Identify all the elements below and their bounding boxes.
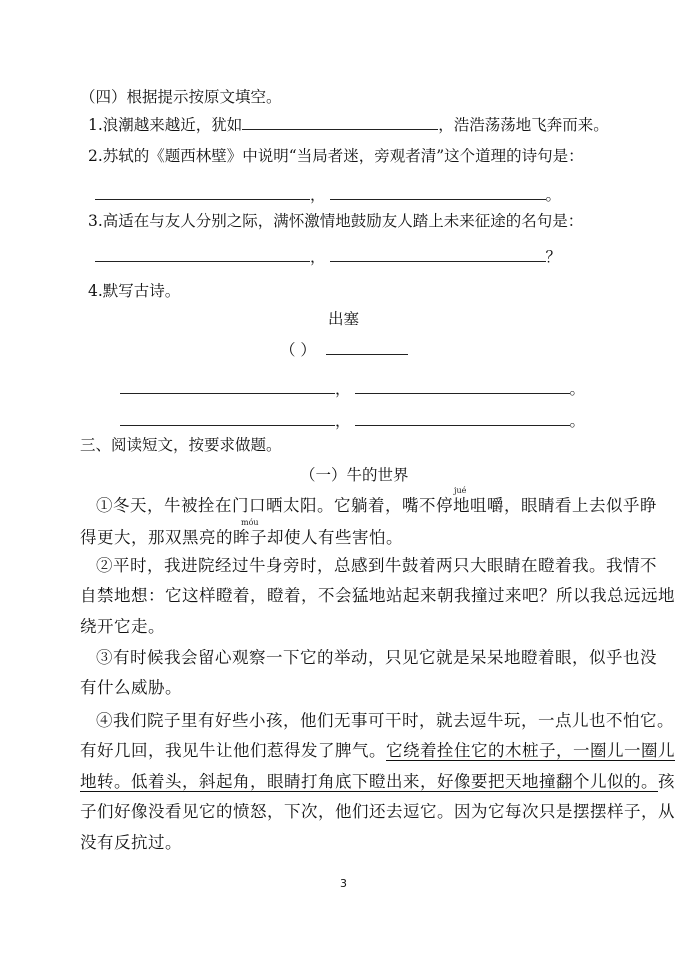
paragraph-4-line-1: ④我们院子里有好些小孩，他们无事可干时，就去逗牛玩，一点儿也不怕它。 [96, 711, 674, 730]
poem-line1-blank-2[interactable] [355, 378, 570, 394]
q2-period: 。 [545, 186, 562, 204]
poem-line1-comma: ， [335, 380, 351, 398]
q2-blank-1[interactable] [95, 184, 310, 200]
question-4: 4.默写古诗。 [88, 282, 181, 300]
poem-author-blank[interactable] [326, 339, 408, 355]
q1-blank[interactable] [242, 114, 438, 130]
q2-blank-2[interactable] [330, 184, 546, 200]
poem-line-2 [120, 410, 585, 431]
poem-line-1 [120, 378, 585, 399]
ruby-pinyin-jue: jué [454, 486, 467, 495]
poem-line2-blank-1[interactable] [120, 410, 335, 426]
q3-comma: ， [310, 248, 326, 266]
q1-prefix: 1.浪潮越来越近，犹如 [88, 116, 243, 134]
passage-title: （一）牛的世界 [300, 466, 409, 484]
poem-author-line [280, 339, 408, 360]
q1-suffix: ，浩浩荡荡地飞奔而来。 [438, 116, 609, 134]
p4-line2-plain: 有好几回，我见牛让他们惹得发了脾气。 [80, 741, 386, 760]
paragraph-3-line-1: ③有时候我会留心观察一下它的举动，只见它就是呆呆地瞪着眼，似乎也没 [96, 648, 657, 667]
poem-title: 出塞 [328, 310, 360, 328]
paragraph-2-line-1: ②平时，我进院经过牛身旁时，总感到牛鼓着两只大眼睛在瞪着我。我情不 [96, 556, 657, 575]
q2-comma: ， [310, 186, 326, 204]
paragraph-2-line-2: 自禁地想：它这样瞪着，瞪着，不会猛地站起来朝我撞过来吧？所以我总远远地 [80, 586, 675, 605]
poem-line2-blank-2[interactable] [355, 410, 570, 426]
q3-blank-2[interactable] [330, 246, 546, 262]
q2-answer-line [95, 184, 561, 205]
question-3: 3.高适在与友人分别之际，满怀激情地鼓励友人踏上未来征途的名句是： [88, 212, 584, 230]
question-2: 2.苏轼的《题西林壁》中说明“当局者迷，旁观者清”这个道理的诗句是： [88, 147, 584, 165]
p4-line3-plain: 孩 [658, 772, 675, 791]
paragraph-4-line-2 [80, 741, 675, 761]
page-number: 3 [340, 877, 347, 890]
p4-underlined-sentence-part-1: 它绕着拴住它的木桩子，一圈儿一圈儿 [386, 741, 675, 760]
section3-heading: 三、阅读短文，按要求做题。 [80, 436, 282, 454]
paragraph-4-line-4: 子们好像没看见它的愤怒，下次，他们还去逗它。因为它每次只是摆摆样子，从 [80, 802, 675, 821]
poem-line2-comma: ， [335, 412, 351, 430]
q3-question-mark: ？ [545, 248, 562, 266]
ruby-pinyin-mou: móu [241, 518, 259, 527]
p4-underlined-sentence-part-2: 地转。低着头，斜起角，眼睛打角底下瞪出来，好像要把天地撞翻个儿似的。 [80, 772, 658, 791]
paragraph-3-line-2: 有什么威胁。 [80, 678, 182, 697]
q3-answer-line [95, 246, 561, 267]
paragraph-2-line-3: 绕开它走。 [80, 617, 165, 636]
paragraph-1-line-1: ①冬天，牛被拴在门口晒太阳。它躺着，嘴不停地咀嚼，眼睛看上去似乎睁 [96, 496, 657, 515]
paragraph-1-line-2: 得更大，那双黑亮的眸子却使人有些害怕。 [80, 528, 403, 547]
poem-line1-period: 。 [569, 380, 586, 398]
paragraph-4-line-3 [80, 772, 675, 792]
q3-blank-1[interactable] [95, 246, 310, 262]
poem-author-paren: （ ） [280, 341, 316, 359]
paragraph-4-line-5: 没有反抗过。 [80, 833, 182, 852]
poem-line1-blank-1[interactable] [120, 378, 335, 394]
question-1 [88, 114, 609, 135]
section4-heading: （四）根据提示按原文填空。 [80, 88, 282, 106]
poem-line2-period: 。 [569, 412, 586, 430]
